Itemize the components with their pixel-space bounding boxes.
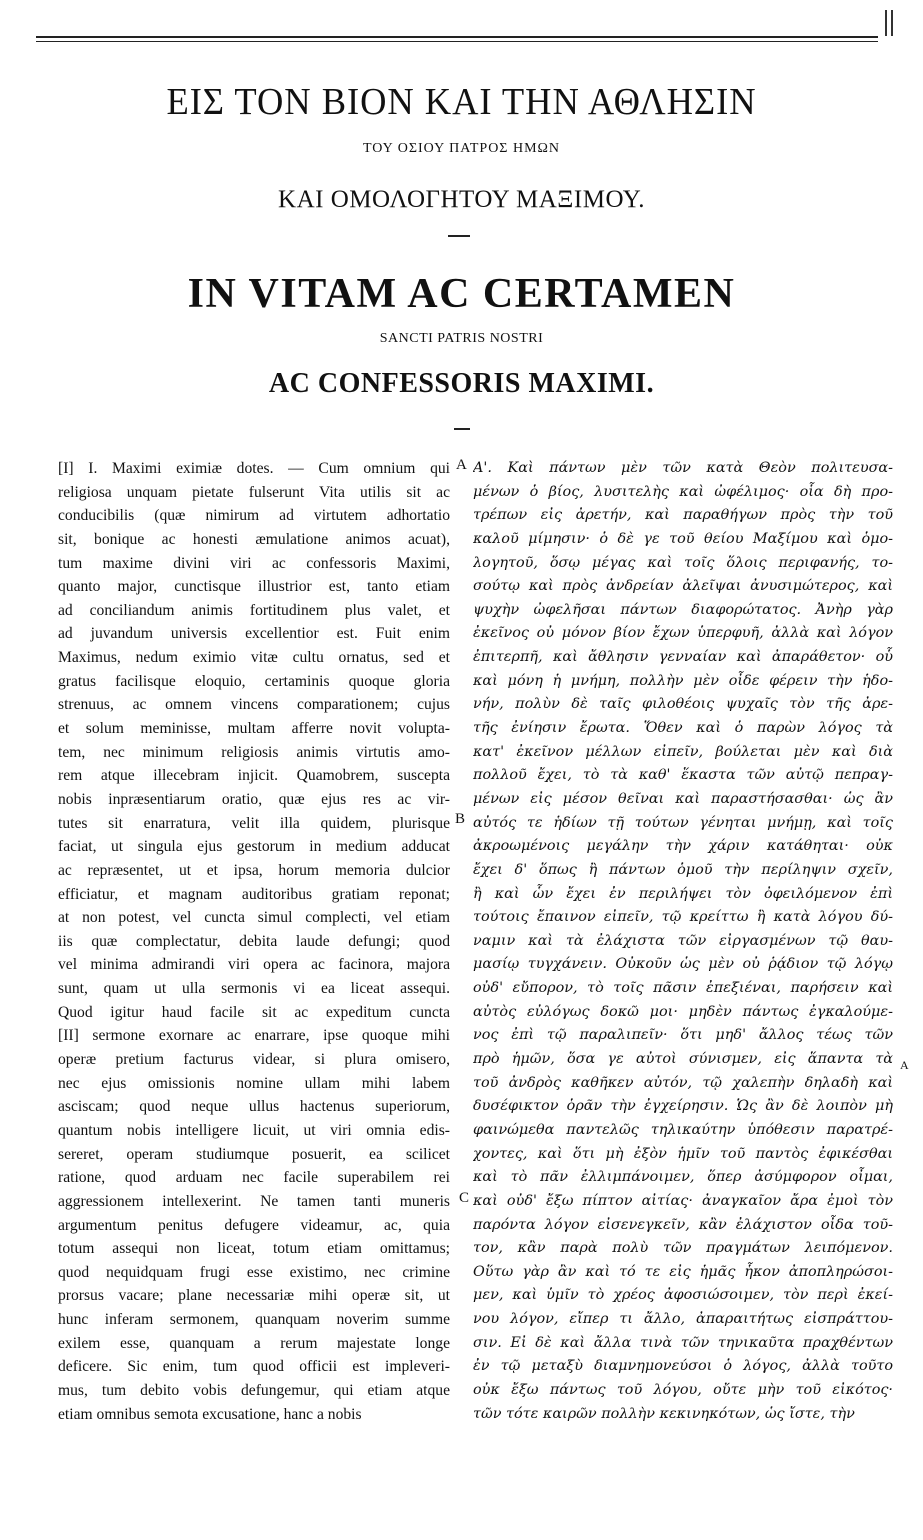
greek-text-line: οὐκ ἔξω πάντως τοῦ λόγου, οὔτε μὴν τοῦ εἰκότος· [473,1381,893,1398]
greek-title: ΕΙΣ ΤΟΝ ΒΙΟΝ ΚΑΙ ΤΗΝ ΑΘΛΗΣΙΝ [166,81,757,123]
greek-text-line: αὐτός τε ἡδίων τῇ τούτων γένηται μνήμῃ, καὶ τοῖς [473,814,893,831]
latin-text-line: ad juvandum universis excellentior est. Fuit enim [58,625,450,643]
latin-text-line: religiosa unquam pietate fulserunt Vita utilis sit ac [58,483,450,501]
greek-text-line: νου λόγον, εἴπερ τι ἄλλο, ἀπαραιτήτως εἰσπράττου- [473,1311,893,1328]
greek-text-line: λογητοῦ, ὅσῳ μέγας καὶ τοῖς ὅλοις περιφανής, το- [473,554,893,571]
greek-text-line: ἀκροωμένοις μεγάλην τὴν χάριν κατάθηται· οὐκ [473,838,893,855]
greek-text-line: πρὸ ἡμῶν, ὅσα γε αὐτοὶ σύνισμεν, εἰς ἅπαντα τὰ [473,1051,893,1068]
latin-text-line: Maximus, nedum eximio vitæ cultu ornatus, sed et [58,649,450,667]
latin-text-line: nec ejus omissionis nomine ullam mihi labem [58,1074,450,1092]
latin-text-line: iis quæ complectatur, debita laude defungi; quod [58,932,450,950]
margin-letter-b: B [455,811,466,827]
latin-text-line: aggressionem intellexerint. Ne tamen tanti muneris [58,1192,450,1210]
greek-text-line: τρέπων εἰς ἀρετήν, καὶ παραθήγων πρὸς τὴν τοῦ [473,507,893,524]
latin-subtitle: SANCTI PATRIS NOSTRI [379,331,544,346]
latin-text-line: faciat, ut singula ejus gestorum in medium adducat [58,838,450,856]
latin-text-line: ratione, quod arduam nec facile superabilem rei [58,1169,450,1187]
latin-text-line: nobis inpræsentiarum oratio, quæ ejus res ac vir- [58,790,450,808]
latin-title: IN VITAM AC CERTAMEN [187,271,736,317]
latin-text-line: quantum nobis intelligere licuit, ut viri omnia edis- [58,1121,450,1139]
latin-text-line: sereret, operam studiumque posuerit, ea scilicet [58,1145,450,1163]
latin-text-line: Quod igitur haud facile sit ac expeditum cuncta [58,1003,450,1021]
greek-text-line: καὶ μόνη ἡ μνήμη, πολλὴν μὲν οἶδε φέρειν τὴν ἡδο- [473,672,893,689]
greek-subtitle: ΤΟΥ ΟΣΙΟΥ ΠΑΤΡΟΣ ΗΜΩΝ [362,141,561,156]
latin-text-line: deficere. Sic enim, tum quod officii est impleveri- [58,1358,450,1376]
greek-text-line: νήν, πολὺν δὲ ταῖς φιλοθέοις ψυχαῖς τὸν τῆς ἀρε- [473,696,893,713]
greek-text-line: τον, κἂν παρὰ πολὺ τῶν πραγμάτων λειπόμενον. [473,1240,893,1257]
greek-text-line: φαινώμεθα παντελῶς τηλικαύτην ὑπόθεσιν παρατρέ- [473,1121,893,1138]
margin-letter-c: C [459,1190,470,1206]
latin-text-line: tutes sit enarratura, velit illa quidem, plurisque [58,814,450,832]
greek-text-line: τούτοις ἔπαινον εἰπεῖν, τῷ κρείττω ἢ κατὰ λόγου δύ- [473,909,893,926]
top-rule [36,36,878,42]
latin-text-line: operæ pretium facturus videar, si plura omisero, [58,1051,450,1069]
greek-text-line: τῶν τότε καιρῶν πολλὴν κεκινηκότων, ὡς ἴστε, τὴν [473,1405,855,1422]
greek-text-line: ἢ καὶ ὧν ἔχει ἐν περιλήψει τὸν ὀφειλόμενον ἐπὶ [473,885,893,902]
greek-text-line: τῆς ἐνίησιν ἔρωτα. Ὅθεν καὶ ὁ παρὼν λόγος τὰ [473,720,893,737]
latin-text-line: quanto major, cunctisque illustrior est, tanto etiam [58,578,450,596]
greek-text-line: νος ἐπὶ τῷ παραλιπεῖν· ὅτι μηδ' ἄλλος τέως τῶν [473,1027,893,1044]
greek-text-line: δυσέφικτον ὁρᾶν τὴν ἐγχείρησιν. Ὡς ἂν δὲ λοιπὸν μὴ [473,1098,893,1115]
corner-mark [885,10,893,36]
stray-mark: A [900,1058,909,1072]
greek-text-line: χοντες, καὶ ὅτι μὴ ἐξὸν ἡμῖν τοῦ παντὸς ἐφικέσθαι [473,1145,893,1162]
greek-text-line: κατ' ἐκεῖνον μέλλων εἰπεῖν, βούλεται μὲν καὶ διὰ [473,743,893,760]
greek-text-line: ἐπιτερπῆ, καὶ ἄθλησιν γενναίαν καὶ ἀπαράθετον· οὗ [473,649,893,666]
margin-letter-a: A [456,457,467,473]
greek-text-line: Οὕτω γὰρ ἂν καὶ τό τε εἰς ἡμᾶς ἧκον ἀποπληρώσοι- [473,1263,893,1280]
greek-text-line: ἐκεῖνος οὐ μόνον βίον ἔχων ὑπερφυῆ, ἀλλὰ καὶ λόγον [473,625,893,642]
latin-text-line: quod nequidquam frugi esse existimo, nec crimine [58,1263,450,1281]
latin-text-line: ad conciliandum animis fortitudinem plus valet, et [58,601,450,619]
latin-text-line: tem, nec minimum religiosis animis virtutis amo- [58,743,450,761]
greek-text-line: καὶ οὐδ' ἔξω πίπτον αἰτίας· ἀναγκαῖον ἄρα ἐμοὶ τὸν [473,1192,893,1209]
latin-text-line: sunt, quam ut ulla sermonis vi ea liceat assequi. [58,980,450,998]
separator-dash [454,428,470,430]
greek-text-line: σιν. Εἰ δὲ καὶ ἄλλα τινὰ τῶν τηνικαῦτα πραχθέντων [473,1334,893,1351]
latin-text-line: ac repræsentet, ut et ipsa, horum memoria dulcior [58,861,450,879]
greek-text-line: ναμιν καὶ τὰ ἐλάχιστα τῶν εἰργασμένων τῷ θαυ- [473,932,893,949]
latin-text-line: argumentum penitus defugere videamur, ac, quia [58,1216,450,1234]
latin-text-line: rem atque illecebram injicit. Quamobrem, suscepta [58,767,450,785]
greek-text-line: Α'. Καὶ πάντων μὲν τῶν κατὰ Θεὸν πολιτευσα- [473,460,893,476]
latin-text-line: asciscam; quod neque ullus hactenus superiorum, [58,1098,450,1116]
latin-column [58,457,450,1426]
separator-dash [448,235,470,237]
latin-name: AC CONFESSORIS MAXIMI. [268,368,655,399]
greek-text-line: αὐτὸς εὐλόγως δοκῶ μοι· μηδὲν πάντως ἐγκαλούμε- [473,1003,893,1020]
latin-text-line: vel minima admirandi viri opera ac facinora, majora [58,956,450,974]
greek-text-line: μένων εἰς μέσον θεῖναι καὶ παραστήσασθαι· ὡς ἂν [473,790,893,807]
latin-text-line: conducibilis (quæ nimirum ad virtutem adhortatio [58,507,450,525]
greek-text-line: καὶ τὸ πᾶν ἐλλιμπάνοιμεν, ὅπερ ἀσύμφορον οἶμαι, [473,1169,893,1186]
latin-text-line: et solum meminisse, multam afferre novit volupta- [58,720,450,738]
greek-text-line: πολλοῦ ἔχει, τὸ τὰ καθ' ἕκαστα τῶν αὐτῷ πεπραγ- [473,767,893,784]
latin-text-line: mus, tum debito vobis defungemur, qui etiam atque [58,1381,450,1399]
latin-text-line: strenuus, ac omnem vincens comparationem; cujus [58,696,450,714]
latin-text-line: prorsus vacare; plane necessariæ mihi operæ sit, ut [58,1287,450,1305]
greek-text-line: ἐν τῷ μεταξὺ διαμνημονεύσοι ὁ λόγος, ἀλλὰ τοῦτο [473,1358,893,1375]
latin-text-line: etiam omnibus semota excusatione, hanc a nobis [58,1405,362,1423]
latin-text-line: tum maxime divini viri ac confessoris Maximi, [58,554,450,572]
greek-text-line: σούτῳ καὶ πρὸς ἀνδρείαν ἀλεῖψαι ἀνυσιμώτερος, καὶ [473,578,893,595]
greek-name: ΚΑΙ ΟΜΟΛΟΓΗΤΟΥ ΜΑΞΙΜΟΥ. [278,186,645,213]
latin-text-line: efficiatur, et magnam auditoribus gratiam reponat; [58,885,450,903]
greek-column [473,457,893,1426]
greek-text-line: ψυχὴν ὠφελῆσαι πάντων διαφορώτατος. Ἀνὴρ γὰρ [473,601,893,618]
greek-text-line: μασίῳ τυγχάνειν. Οὐκοῦν ὡς μὲν οὐ ῥᾴδιον τῷ λόγῳ [473,956,893,973]
greek-text-line: οὐδ' εὔπορον, τὸ τοῖς πᾶσιν ἐπεξιέναι, παρήσειν καὶ [473,980,893,997]
greek-text-line: καλοῦ μίμησιν· ὁ δὲ γε τοῦ θείου Μαξίμου καὶ ὁμο- [473,530,893,547]
greek-text-line: παρόντα λόγον εἰσενεγκεῖν, κἂν ἐλάχιστον οἶδα τοῦ- [473,1216,893,1233]
latin-text-line: gratus facilisque eloquio, certaminis quoque gloria [58,672,450,690]
greek-text-line: μεν, καὶ ὑμῖν τὸ χρέος ἀφοσιώσοιμεν, τὸν περὶ ἐκεί- [473,1287,893,1304]
latin-text-line: at non potest, vel cuncta simul complecti, vel etiam [58,909,450,927]
latin-text-line: sit, bonique ac honesti æmulatione animos acuat), [58,530,450,548]
latin-text-line: totum assequi non liceat, totum etiam omittamus; [58,1240,450,1258]
latin-text-line: hunc inferam sermonem, quanquam noverim summe [58,1311,450,1329]
greek-text-line: μένων ὁ βίος, λυσιτελὴς καὶ ὠφέλιμος· οἷα δὴ προ- [473,483,893,500]
latin-text-line: [II] sermone exornare ac enarrare, ipse quoque mihi [58,1027,450,1045]
latin-text-line: exilem esse, quanquam a rerum majestate longe [58,1334,450,1352]
latin-text-line: [I] I. Maximi eximiæ dotes. — Cum omnium qui [58,460,450,477]
greek-text-line: τοῦ ἀνδρὸς καθῆκεν αὐτόν, τῷ χαλεπὴν δηλαδὴ καὶ [473,1074,893,1091]
greek-text-line: ἔχει δ' ὅπως ἢ πάντων ὁμοῦ τὴν περίληψιν σχεῖν, [473,861,893,878]
